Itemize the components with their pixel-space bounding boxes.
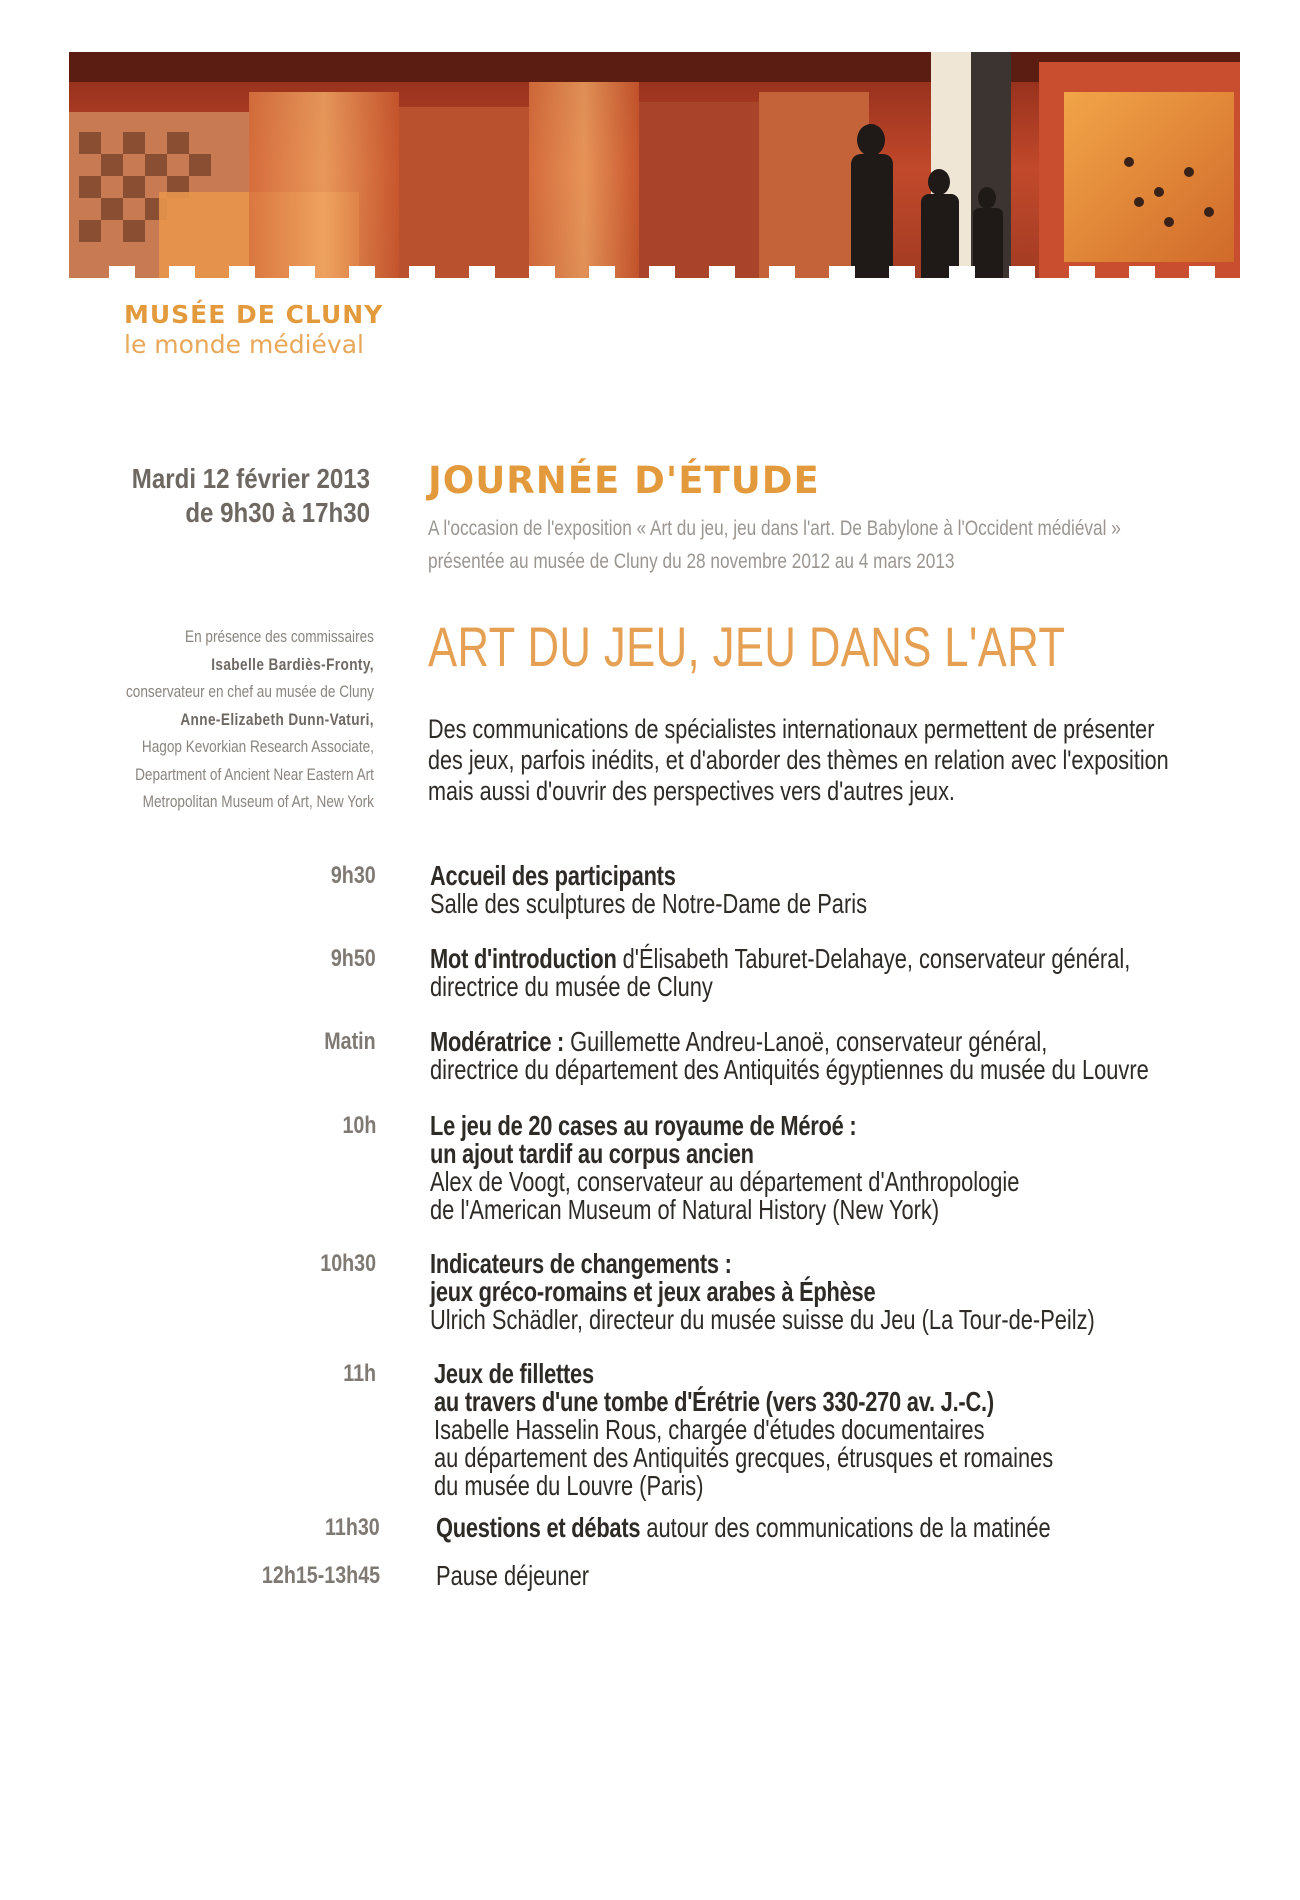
program-entry	[436, 1562, 589, 1590]
program-entry	[430, 862, 867, 918]
museum-subtitle: le monde médiéval	[124, 330, 364, 359]
museum-name: MUSÉE DE CLUNY	[124, 300, 384, 329]
program-time: 12h15-13h45	[261, 1562, 380, 1589]
program-heading: Accueil des participants	[430, 860, 676, 891]
program-time: 11h	[343, 1360, 376, 1387]
commissaire-name: Anne-Elizabeth Dunn-Vaturi,	[180, 709, 374, 729]
program-heading: au travers d'une tombe d'Érétrie (vers 330-270 av. J.-C.)	[434, 1386, 994, 1417]
program-detail: directrice du musée de Cluny	[430, 971, 713, 1002]
program-heading: Jeux de fillettes	[434, 1358, 594, 1389]
intro-line: des jeux, parfois inédits, et d'aborder des thèmes en relation avec l'exposition	[428, 745, 1169, 775]
event-date-day: Mardi 12 février 2013	[131, 463, 370, 494]
program-entry	[430, 1250, 1095, 1334]
commissaire-role: conservateur en chef au musée de Cluny	[126, 682, 374, 701]
program-time: 11h30	[325, 1514, 380, 1541]
commissaire-name: Isabelle Bardiès-Fronty,	[211, 654, 374, 674]
program-entry	[430, 1112, 1019, 1224]
commissaires-intro: En présence des commissaires	[185, 627, 374, 646]
program-detail: Pause déjeuner	[436, 1560, 590, 1591]
program-time: 9h30	[331, 862, 376, 889]
program-heading: jeux gréco-romains et jeux arabes à Éphèse	[430, 1276, 876, 1307]
commissaire-role: Metropolitan Museum of Art, New York	[142, 792, 374, 811]
intro-line: mais aussi d'ouvrir des perspectives vers d'autres jeux.	[428, 776, 955, 806]
program-heading: un ajout tardif au corpus ancien	[430, 1138, 754, 1169]
program-time: Matin	[324, 1028, 376, 1055]
program-detail: Ulrich Schädler, directeur du musée suisse du Jeu (La Tour-de-Peilz)	[430, 1304, 1095, 1335]
program-detail: Salle des sculptures de Notre-Dame de Paris	[430, 888, 868, 919]
program-time: 10h	[342, 1112, 376, 1139]
program-detail: de l'American Museum of Natural History (New York)	[430, 1194, 940, 1225]
exhibition-desc-line: présentée au musée de Cluny du 28 novembre 2012 au 4 mars 2013	[428, 550, 955, 573]
program-detail: directrice du département des Antiquités égyptiennes du musée du Louvre	[430, 1054, 1149, 1085]
program-heading-rest: d'Élisabeth Taburet-Delahaye, conservateur général,	[616, 943, 1131, 974]
program-heading: Indicateurs de changements :	[430, 1248, 732, 1279]
program-heading-rest: autour des communications de la matinée	[640, 1512, 1051, 1543]
event-type-title: JOURNÉE D'ÉTUDE	[428, 459, 820, 502]
event-date-hours: de 9h30 à 17h30	[185, 497, 370, 528]
program-detail: au département des Antiquités grecques, étrusques et romaines	[434, 1442, 1054, 1473]
exhibition-desc-line: A l'occasion de l'exposition « Art du jeu, jeu dans l'art. De Babylone à l'Occident médiéval »	[428, 517, 1121, 540]
intro-line: Des communications de spécialistes internationaux permettent de présenter	[428, 714, 1155, 744]
program-heading-rest: Guillemette Andreu-Lanoë, conservateur général,	[564, 1026, 1048, 1057]
program-heading: Mot d'introduction	[430, 943, 617, 974]
program-time: 9h50	[331, 945, 376, 972]
program-entry	[436, 1514, 1051, 1542]
program-time: 10h30	[320, 1250, 376, 1277]
commissaire-role: Hagop Kevorkian Research Associate,	[141, 737, 374, 756]
program-heading: Le jeu de 20 cases au royaume de Méroé :	[430, 1110, 857, 1141]
program-heading: Questions et débats	[436, 1512, 641, 1543]
main-title: ART DU JEU, JEU DANS L'ART	[428, 615, 1066, 678]
program-detail: Isabelle Hasselin Rous, chargée d'études documentaires	[434, 1414, 985, 1445]
program-entry	[430, 945, 1130, 1001]
program-detail: du musée du Louvre (Paris)	[434, 1470, 704, 1501]
program-entry	[434, 1360, 1053, 1500]
program-heading: Modératrice :	[430, 1026, 565, 1057]
commissaire-role: Department of Ancient Near Eastern Art	[135, 764, 374, 784]
program-detail: Alex de Voogt, conservateur au département d'Anthropologie	[430, 1166, 1020, 1197]
program-entry	[430, 1028, 1149, 1084]
